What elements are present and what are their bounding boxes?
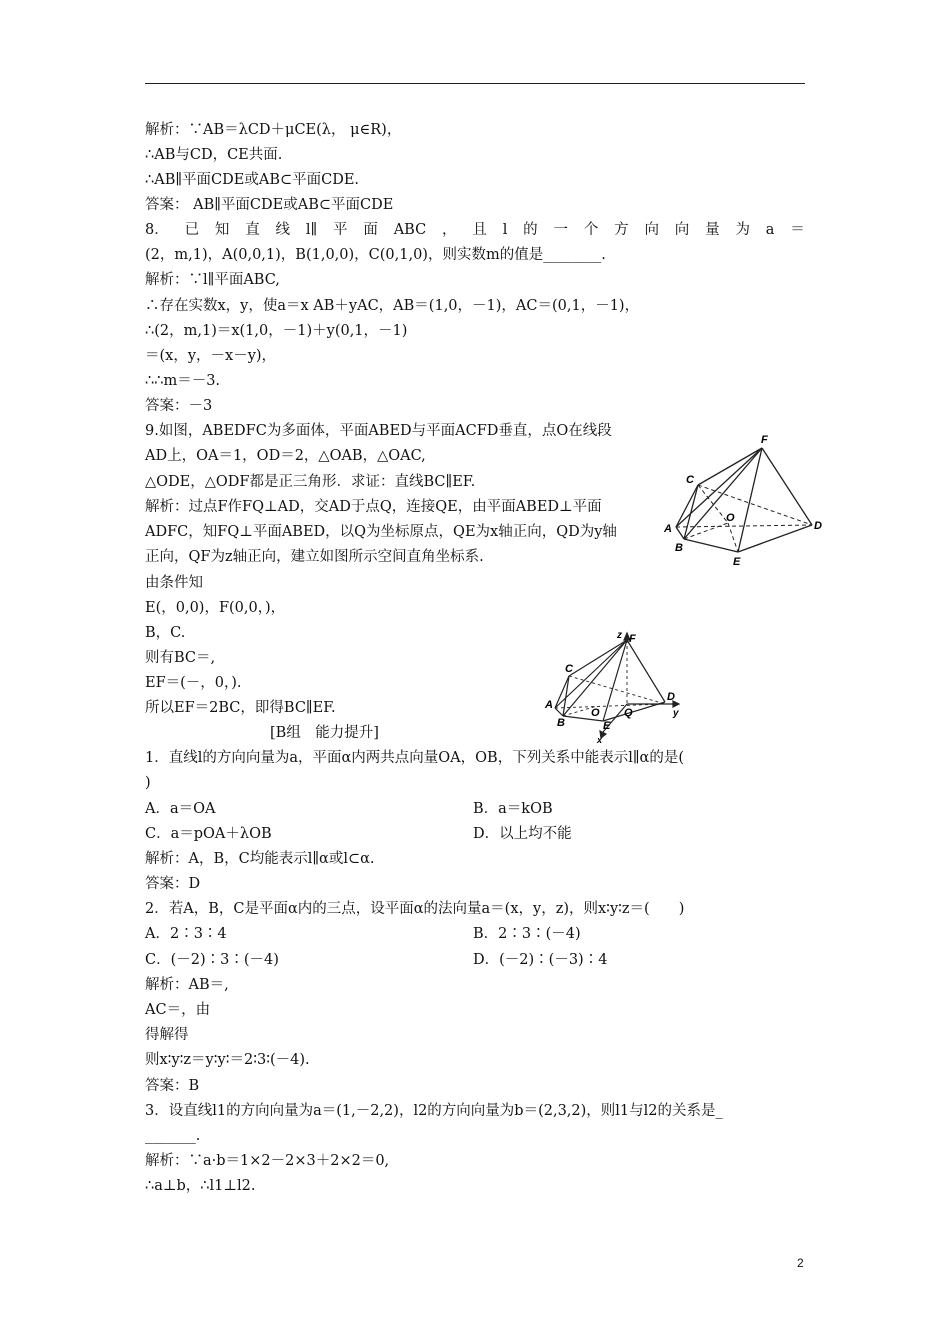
polyhedron-figure <box>660 425 830 575</box>
fig1-label: D <box>814 520 822 532</box>
answer-line: 答案： AB∥平面CDE或AB⊂平面CDE <box>145 197 394 213</box>
text-line: ∴a⊥b，∴l1⊥l2. <box>145 1178 256 1194</box>
question-8-line: 8． 已 知 直 线 l∥ 平 面 ABC ， 且 l 的 一 个 方 向 向 量 为 a ＝ <box>145 222 805 238</box>
option-b: B．a＝kOB <box>473 801 553 817</box>
text-line: 解析：过点F作FQ⊥AD，交AD于点Q，连接QE，由平面ABED⊥平面 <box>145 499 602 515</box>
fig2-label: Q <box>624 707 633 719</box>
answer-line: 答案：－3 <box>145 398 213 414</box>
text-line: 3．设直线l1的方向向量为a＝(1,－2,2)，l2的方向向量为b＝(2,3,2)，则l1与l2的关系是_ <box>145 1103 723 1119</box>
option-c: C．a＝pOA＋λOB <box>145 826 272 842</box>
option-d: D．(－2)∶(－3)∶4 <box>473 952 608 968</box>
option-c: C．(－2)∶3∶(－4) <box>145 952 279 968</box>
fig1-label: E <box>733 556 741 568</box>
text-line: ∴∴m＝－3. <box>145 373 221 389</box>
text-line: 9.如图，ABEDFC为多面体，平面ABED与平面ACFD垂直，点O在线段 <box>145 423 612 439</box>
text-line: ∴(2，m,1)＝x(1,0，－1)＋y(0,1，－1) <box>145 323 408 339</box>
text-line: EF＝(－，0，). <box>145 675 242 691</box>
text-line: 由条件知 <box>145 575 203 591</box>
fig1-label: O <box>726 512 735 524</box>
section-heading: [B组 能力提升] <box>270 725 379 741</box>
text-line: ∴AB∥平面CDE或AB⊂平面CDE. <box>145 172 360 188</box>
page-number: 2 <box>797 1256 804 1270</box>
text-line: 则有BC＝, <box>145 650 216 666</box>
option-a: A．2∶3∶4 <box>145 926 227 942</box>
fig2-label: D <box>667 691 675 703</box>
fig2-label: A <box>545 699 553 711</box>
fig1-label: C <box>686 474 694 486</box>
text-line: 解析：∵a·b＝1×2－2×3＋2×2＝0, <box>145 1153 390 1169</box>
text-line: 则x∶y∶z＝y∶y∶＝2∶3∶(－4). <box>145 1052 310 1068</box>
text-line: (2，m,1)，A(0,0,1)，B(1,0,0)，C(0,1,0)，则实数m的值是________. <box>145 247 606 263</box>
text-line: _______. <box>145 1128 201 1144</box>
fig2-label: B <box>557 717 565 729</box>
header-rule <box>145 83 805 84</box>
text-line: △ODE，△ODF都是正三角形．求证：直线BC∥EF. <box>145 474 476 490</box>
text-line: ＝(x，y，－x－y)， <box>145 348 277 364</box>
text-line: ADFC，知FQ⊥平面ABED，以Q为坐标原点，QE为x轴正向，QD为y轴 <box>145 524 617 540</box>
text-line: 解析：AB＝, <box>145 977 229 993</box>
option-b: B．2∶3∶(－4) <box>473 926 581 942</box>
fig2-label: O <box>591 707 600 719</box>
text-line: 1．直线l的方向向量为a，平面α内两共点向量OA，OB，下列关系中能表示l∥α的是( <box>145 750 684 766</box>
fig2-label: E <box>603 720 611 732</box>
text-line: 得解得 <box>145 1027 189 1043</box>
text-line: ∴AB与CD，CE共面. <box>145 147 283 163</box>
option-d: D．以上均不能 <box>473 826 572 842</box>
fig2-label: C <box>565 663 573 675</box>
fig2-label: y <box>673 708 679 719</box>
text-line: ) <box>145 775 151 791</box>
answer-line: 答案：D <box>145 876 201 892</box>
text-line: E(，0,0)，F(0,0，)， <box>145 600 286 616</box>
answer-line: 答案：B <box>145 1078 200 1094</box>
fig2-label: z <box>617 630 622 641</box>
coordinate-figure <box>543 628 683 746</box>
text-line: ∴存在实数x，y，使a＝x AB＋yAC，AB＝(1,0，－1)，AC＝(0,1，－1)， <box>145 298 640 314</box>
fig1-label: A <box>664 523 672 535</box>
text-line: 解析：∵AB＝λCD＋μCE(λ， μ∈R)， <box>145 122 402 138</box>
text-line: AC＝，由 <box>145 1002 211 1018</box>
fig1-label: B <box>675 542 683 554</box>
text-line: AD上，OA＝1，OD＝2，△OAB，△OAC, <box>145 448 426 464</box>
fig2-label: x <box>597 735 603 745</box>
text-line: 2．若A，B，C是平面α内的三点，设平面α的法向量a＝(x，y，z)，则x∶y∶z＝( ) <box>145 901 685 917</box>
text-line: B，C. <box>145 625 186 641</box>
text-line: 正向，QF为z轴正向，建立如图所示空间直角坐标系. <box>145 549 484 565</box>
text-line: 解析：∵l∥平面ABC, <box>145 272 280 288</box>
text-line: 所以EF＝2BC，即得BC∥EF. <box>145 700 336 716</box>
option-a: A．a＝OA <box>145 801 216 817</box>
text-line: 解析：A，B，C均能表示l∥α或l⊂α. <box>145 851 375 867</box>
fig2-label: F <box>629 633 636 645</box>
fig1-label: F <box>761 434 768 446</box>
